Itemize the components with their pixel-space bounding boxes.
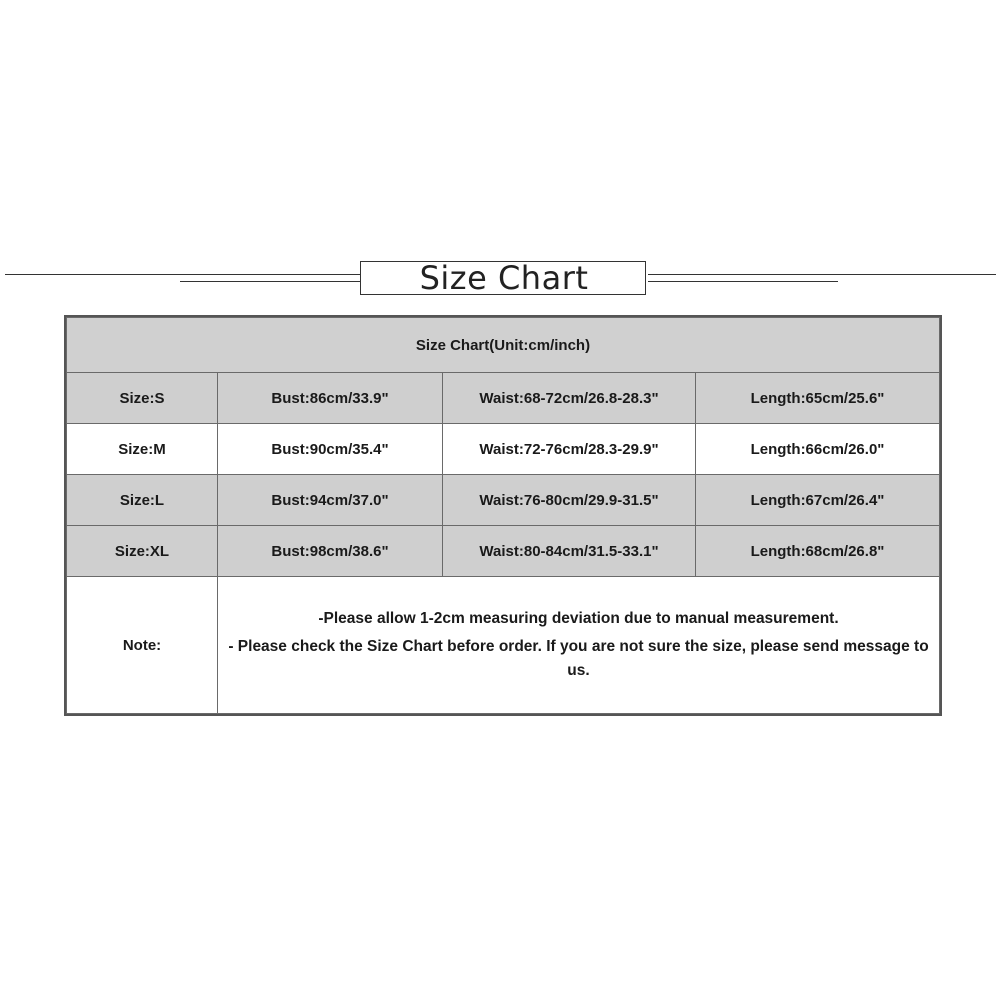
size-chart-table [64,315,942,716]
length-cell: Length:66cm/26.0" [696,424,940,475]
note-text [218,577,940,714]
table-row [67,475,940,526]
table-row [67,424,940,475]
page-title: Size Chart [419,259,589,297]
title-banner [0,255,1000,305]
bust-cell: Bust:90cm/35.4" [218,424,443,475]
note-line: -Please allow 1-2cm measuring deviation due to manual measurement. [318,610,839,627]
table-row [67,526,940,577]
size-cell: Size:M [67,424,218,475]
length-cell: Length:65cm/25.6" [696,373,940,424]
waist-cell: Waist:72-76cm/28.3-29.9" [443,424,696,475]
note-row [67,577,940,714]
bust-cell: Bust:86cm/33.9" [218,373,443,424]
banner-right-line-top [648,274,996,275]
length-cell: Length:68cm/26.8" [696,526,940,577]
banner-left-line-top [5,274,360,275]
table-header-row [67,318,940,373]
size-cell: Size:XL [67,526,218,577]
bust-cell: Bust:98cm/38.6" [218,526,443,577]
size-cell: Size:S [67,373,218,424]
note-line: - Please check the Size Chart before order. If you are not sure the size, please send message to us. [228,638,929,679]
waist-cell: Waist:80-84cm/31.5-33.1" [443,526,696,577]
note-label: Note: [67,577,218,714]
waist-cell: Waist:68-72cm/26.8-28.3" [443,373,696,424]
bust-cell: Bust:94cm/37.0" [218,475,443,526]
banner-left-line-bottom [180,281,360,282]
length-cell: Length:67cm/26.4" [696,475,940,526]
waist-cell: Waist:76-80cm/29.9-31.5" [443,475,696,526]
size-cell: Size:L [67,475,218,526]
table-row [67,373,940,424]
table-header: Size Chart(Unit:cm/inch) [67,318,940,373]
banner-right-line-bottom [648,281,838,282]
